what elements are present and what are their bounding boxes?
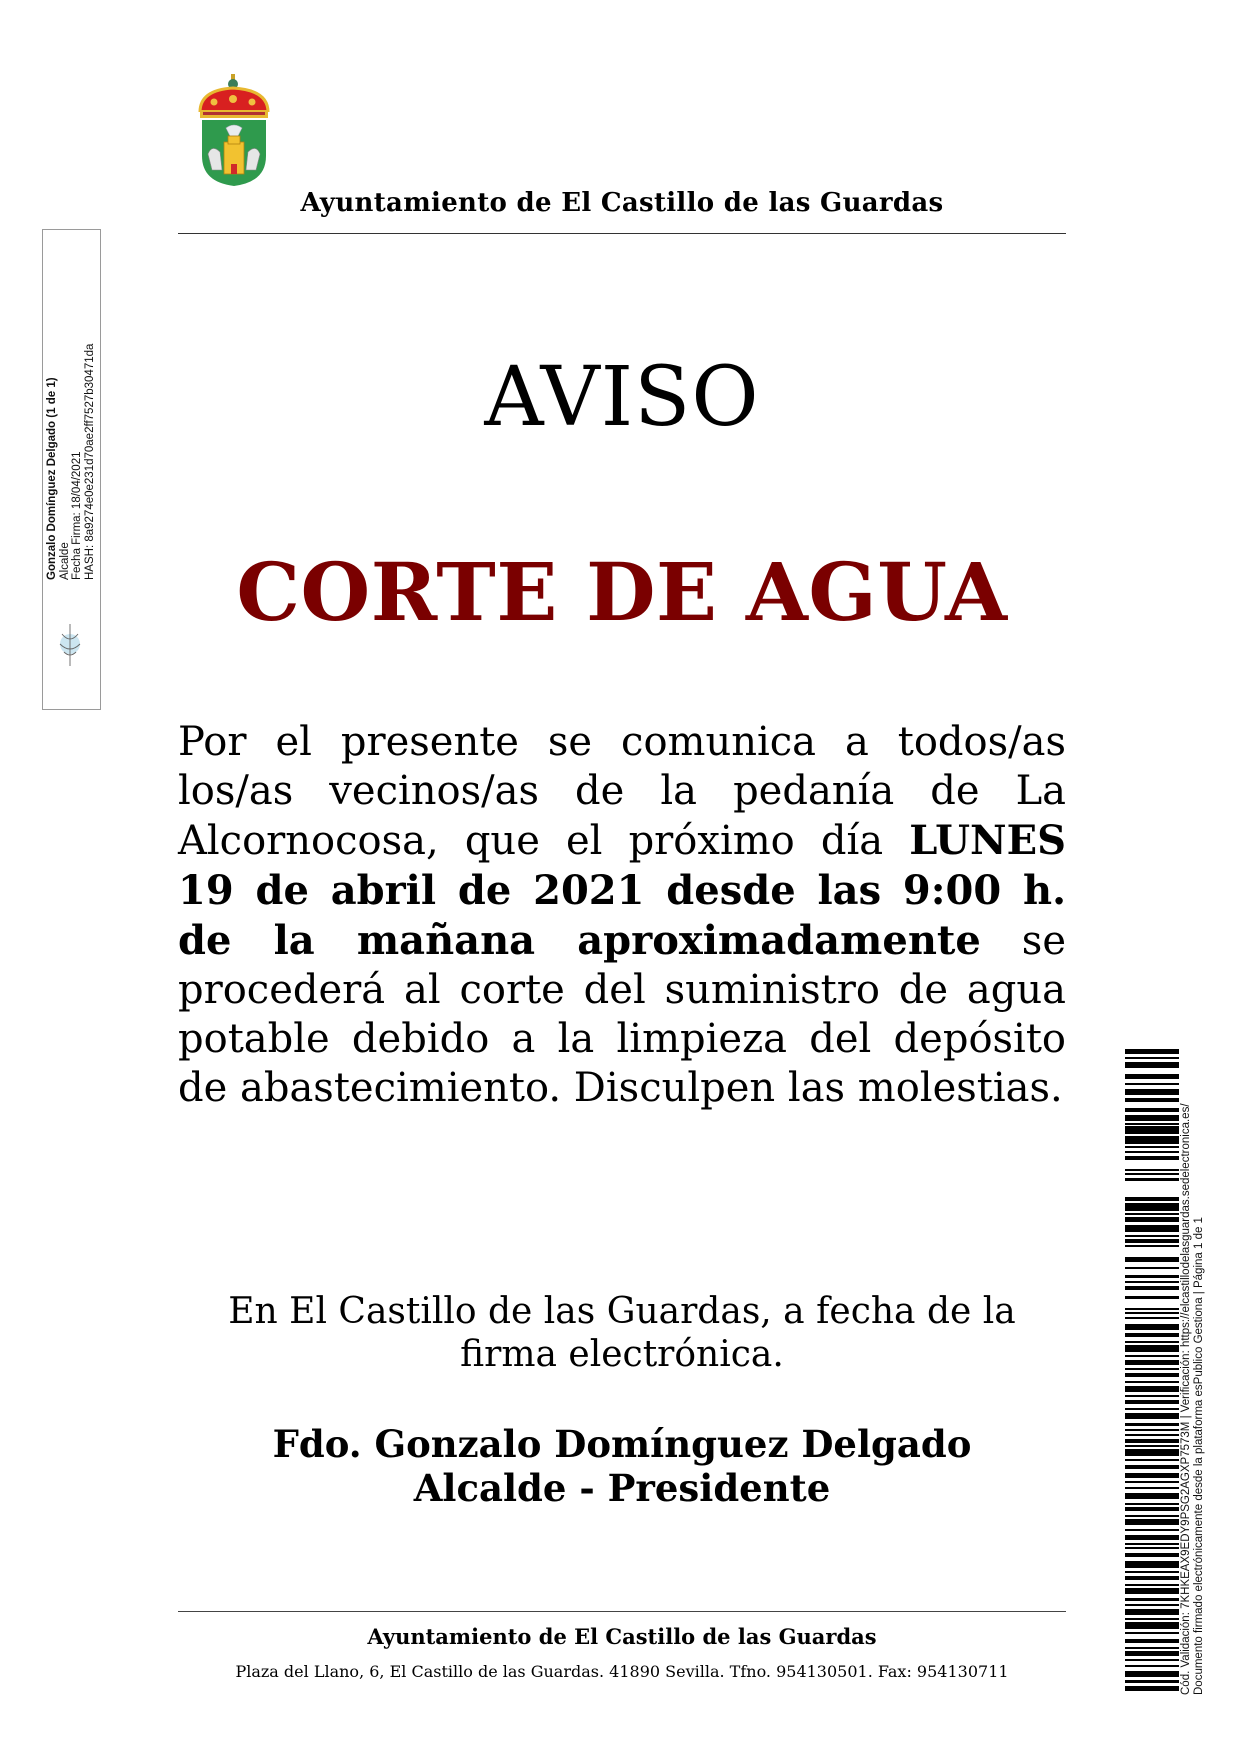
stamp-signer: Gonzalo Domínguez Delgado (1 de 1) [46, 377, 58, 580]
notice-body-highlight: LUNES 19 de abril de 2021 desde las 9:00 h. de la mañana aproximadamente [178, 817, 1066, 964]
signature-stamp-text [46, 330, 94, 580]
signature-block [178, 1422, 1066, 1510]
verification-code: Cód. Validación: 7KHKEAX9EDY9PSG2AGXP7573M | Verificación: https://elcastillodelasguardas.sedelectronica.es/ [1180, 1103, 1192, 1695]
stamp-hash: HASH: 8a9274e0e231d70ae2ff7527b30471da [83, 343, 96, 580]
coat-of-arms-icon [190, 72, 280, 190]
header-divider [178, 233, 1066, 234]
footer-divider [178, 1611, 1066, 1612]
signature-role: Alcalde - Presidente [413, 1466, 831, 1510]
footer-address: Plaza del Llano, 6, El Castillo de las Guardas. 41890 Sevilla. Tfno. 954130501. Fax: 954130711 [235, 1662, 1009, 1681]
notice-heading: AVISO [484, 350, 760, 445]
barcode-icon [1125, 1045, 1179, 1693]
place-date-line1: En El Castillo de las Guardas, a fecha de la [228, 1291, 1016, 1332]
footer-title: Ayuntamiento de El Castillo de las Guardas [367, 1624, 877, 1649]
signature-name: Fdo. Gonzalo Domínguez Delgado [272, 1422, 972, 1466]
notice-body-intro: Por el presente se comunica a todos/as los/as vecinos/as de la pedanía de La Alcornocosa, que el próximo día [178, 719, 1066, 864]
header-title: Ayuntamiento de El Castillo de las Guardas [300, 188, 944, 218]
notice-subject: CORTE DE AGUA [236, 545, 1008, 639]
notice-body-rest: se procederá al corte del suministro de agua potable debido a la limpieza del depósito de abastecimiento. Disculpen las molestias. [178, 918, 1066, 1111]
verification-platform: Documento firmado electrónicamente desde la plataforma esPublico Gestiona | Página 1 de 1 [1193, 1217, 1205, 1695]
place-date [178, 1290, 1066, 1376]
stamp-role: Alcalde [58, 542, 71, 580]
signature-seal-icon [50, 620, 90, 670]
stamp-date: Fecha Firma: 18/04/2021 [71, 451, 83, 580]
notice-body [178, 718, 1066, 1113]
place-date-line2: firma electrónica. [460, 1334, 784, 1375]
verification-text [1180, 1035, 1216, 1695]
